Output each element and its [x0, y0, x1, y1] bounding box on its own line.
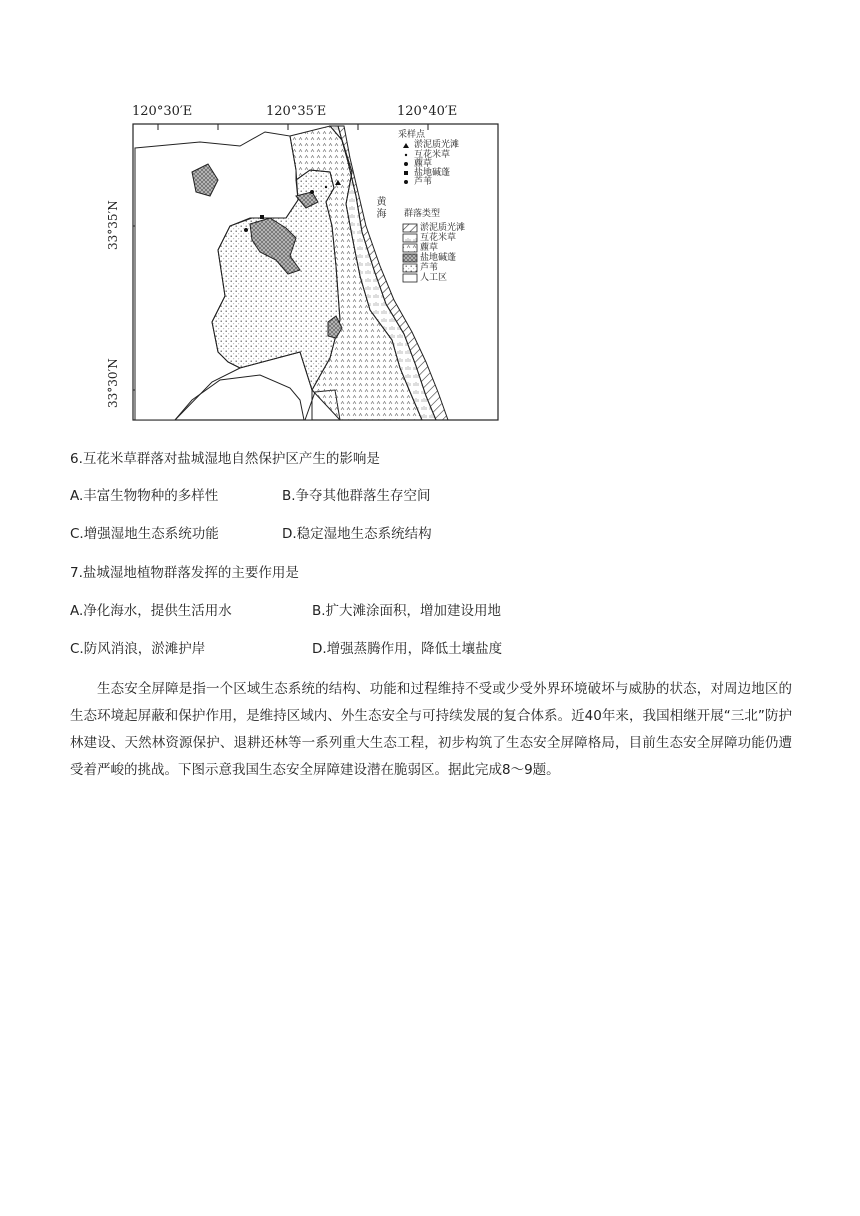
legend-community-item: 人工区 — [420, 273, 448, 283]
legend-sampling-item: 淤泥质光滩 — [414, 140, 460, 150]
lon-label-2: 120°35′E — [266, 104, 327, 119]
lat-label-1: 33°35′N — [106, 200, 120, 250]
question-6-option-a[interactable]: A.丰富生物物种的多样性 — [70, 488, 219, 504]
question-7-option-d[interactable]: D.增强蒸腾作用，降低土壤盐度 — [312, 641, 503, 657]
sample-reed — [244, 228, 248, 232]
legend-community-item: 藨草 — [420, 243, 439, 253]
question-6-option-d[interactable]: D.稳定湿地生态系统结构 — [282, 526, 432, 542]
legend-community-title: 群落类型 — [404, 209, 441, 219]
legend-sampling-item: 互花米草 — [414, 150, 451, 160]
legend-community-item: 淤泥质光滩 — [420, 223, 466, 233]
legend-sampling-item: 藨草 — [414, 159, 433, 169]
question-7-option-a[interactable]: A.净化海水，提供生活用水 — [70, 603, 232, 619]
question-6-stem: 6.互花米草群落对盐城湿地自然保护区产生的影响是 — [70, 451, 380, 467]
passage-paragraph: 生态安全屏障是指一个区域生态系统的结构、功能和过程维持不受或少受外界环境破坏与威胁的状态，对周边地区的生态环境起屏蔽和保护作用，是维持区域内、外生态安全与可持续发展的复合体系。近40年来，我国相继开展“三北”防护林建设、天然林资源保护、退耕还林等一系列重大生态工程，初步构筑了生态安全屏障格局，目前生态安全屏障功能仍遭受着严峻的挑战。下图示意我国生态安全屏障建设潜在脆弱区。据此完成8～9题。 — [70, 681, 792, 778]
legend-community-item: 互花米草 — [420, 233, 457, 243]
legend-community-item: 盐地碱蓬 — [420, 253, 457, 263]
question-7-stem: 7.盐城湿地植物群落发挥的主要作用是 — [70, 565, 299, 581]
legend-sampling-title: 采样点 — [398, 130, 426, 140]
question-6-option-b[interactable]: B.争夺其他群落生存空间 — [282, 488, 431, 504]
sample-spartina — [325, 186, 327, 188]
legend-community-item: 芦苇 — [420, 263, 439, 273]
sea-label: 黄海 — [374, 196, 385, 220]
question-7-option-b[interactable]: B.扩大滩涂面积，增加建设用地 — [312, 603, 502, 619]
lon-label-1: 120°30′E — [132, 104, 193, 119]
legend-sampling-item: 芦苇 — [414, 177, 433, 187]
legend-sampling-item: 盐地碱蓬 — [414, 168, 451, 178]
question-6-option-c[interactable]: C.增强湿地生态系统功能 — [70, 526, 219, 542]
lon-label-3: 120°40′E — [397, 104, 458, 119]
lat-label-2: 33°30′N — [106, 358, 120, 408]
question-7-option-c[interactable]: C.防风消浪，淤滩护岸 — [70, 641, 206, 657]
sample-scirpus — [310, 190, 314, 194]
sample-suaeda — [260, 215, 264, 219]
